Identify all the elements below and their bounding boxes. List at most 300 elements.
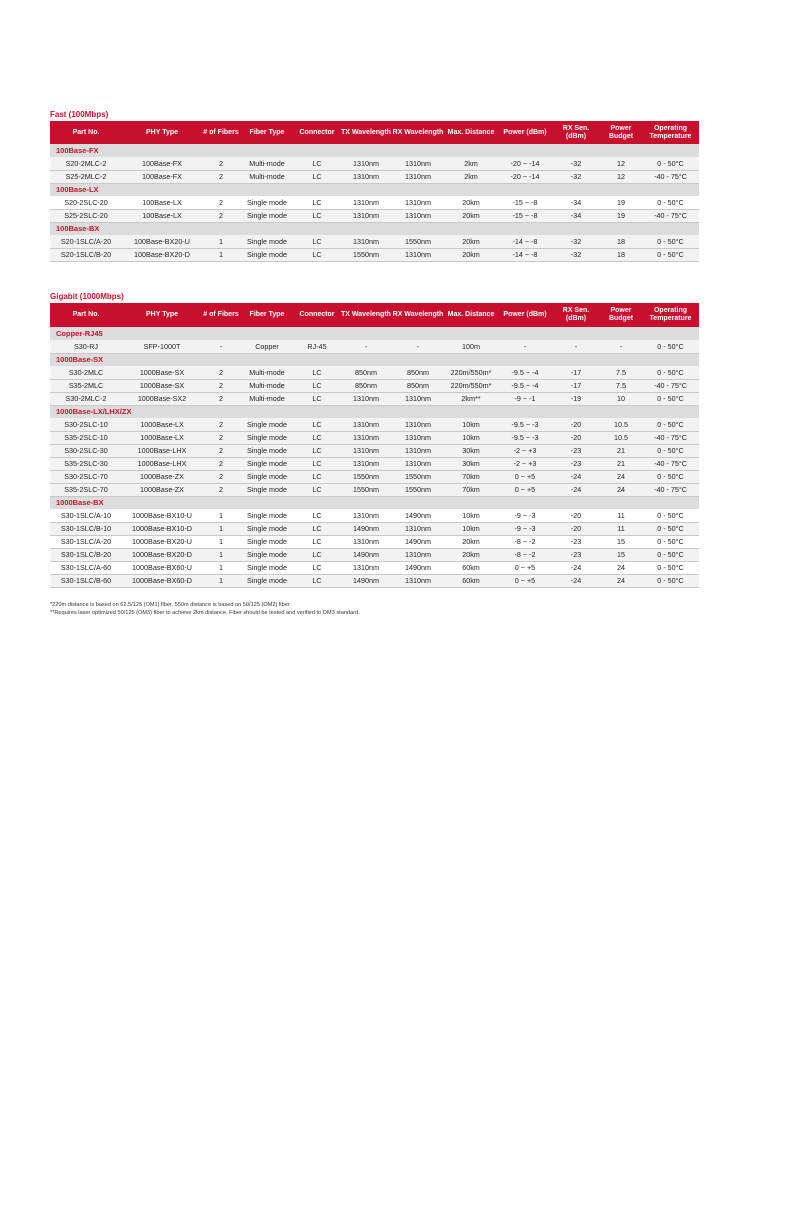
footnote-1: *220m distance is based on 62.5/125 (OM1) fiber. 550m distance is based on 50/125 (OM2) fiber [50, 602, 290, 608]
cell-power: 0 ~ +5 [498, 561, 552, 574]
cell-fiber-type: Single mode [240, 574, 294, 587]
cell-max-distance: 20km [444, 235, 498, 248]
cell-fiber-type: Copper [240, 340, 294, 353]
column-header-fiber-type: Fiber Type [240, 121, 294, 144]
cell-tx-wavelength: 1550nm [340, 470, 392, 483]
column-header-fibers: # of Fibers [202, 303, 240, 327]
cell-max-distance: 2km** [444, 392, 498, 405]
cell-phy-type: 100Base-LX [122, 209, 202, 222]
cell-max-distance: 60km [444, 574, 498, 587]
table-row [50, 392, 699, 405]
table-row [50, 509, 699, 522]
cell-rx-sen: - [552, 340, 600, 353]
cell-tx-wavelength: 1310nm [340, 196, 392, 209]
table-row [50, 444, 699, 457]
cell-part-no: S30-1SLC/B-60 [50, 574, 122, 587]
cell-operating-temp: 0 - 50°C [642, 574, 699, 587]
group-row [50, 327, 699, 340]
cell-operating-temp: 0 - 50°C [642, 340, 699, 353]
cell-max-distance: 220m/550m* [444, 379, 498, 392]
cell-fiber-type: Multi-mode [240, 392, 294, 405]
table-row [50, 470, 699, 483]
header-row [50, 121, 699, 144]
cell-phy-type: 1000Base-BX20-U [122, 535, 202, 548]
cell-fibers: 2 [202, 483, 240, 496]
cell-connector: LC [294, 157, 340, 170]
cell-max-distance: 10km [444, 509, 498, 522]
table-row [50, 235, 699, 248]
cell-operating-temp: 0 - 50°C [642, 235, 699, 248]
cell-fibers: 2 [202, 170, 240, 183]
cell-power-budget: 7.5 [600, 366, 642, 379]
cell-rx-wavelength: 1310nm [392, 574, 444, 587]
cell-power-budget: 24 [600, 561, 642, 574]
cell-tx-wavelength: 1310nm [340, 509, 392, 522]
gigabit-table [50, 303, 699, 588]
cell-part-no: S35-2SLC-30 [50, 457, 122, 470]
cell-fibers: 2 [202, 392, 240, 405]
cell-part-no: S20-1SLC/A-20 [50, 235, 122, 248]
cell-fiber-type: Single mode [240, 470, 294, 483]
cell-fiber-type: Single mode [240, 235, 294, 248]
cell-power-budget: 18 [600, 235, 642, 248]
cell-tx-wavelength: 1310nm [340, 457, 392, 470]
cell-tx-wavelength: 1310nm [340, 561, 392, 574]
cell-tx-wavelength: 1550nm [340, 248, 392, 261]
cell-power-budget: 7.5 [600, 379, 642, 392]
column-header-power-budget: Power Budget [600, 121, 642, 144]
table-row [50, 209, 699, 222]
cell-connector: LC [294, 235, 340, 248]
cell-rx-sen: -32 [552, 157, 600, 170]
cell-part-no: S35-2SLC-10 [50, 431, 122, 444]
cell-connector: LC [294, 548, 340, 561]
cell-power: -20 ~ -14 [498, 157, 552, 170]
cell-rx-sen: -32 [552, 235, 600, 248]
cell-fiber-type: Single mode [240, 548, 294, 561]
cell-phy-type: 100Base-LX [122, 196, 202, 209]
cell-max-distance: 70km [444, 483, 498, 496]
cell-rx-sen: -23 [552, 548, 600, 561]
cell-operating-temp: 0 - 50°C [642, 522, 699, 535]
cell-tx-wavelength: - [340, 340, 392, 353]
cell-fibers: 1 [202, 248, 240, 261]
cell-power: 0 ~ +5 [498, 574, 552, 587]
cell-rx-wavelength: 850nm [392, 379, 444, 392]
cell-phy-type: 100Base-BX20-D [122, 248, 202, 261]
cell-part-no: S30-1SLC/B-10 [50, 522, 122, 535]
cell-tx-wavelength: 1310nm [340, 170, 392, 183]
cell-max-distance: 100m [444, 340, 498, 353]
cell-part-no: S35-2SLC-70 [50, 483, 122, 496]
cell-connector: LC [294, 470, 340, 483]
column-header-part-no: Part No. [50, 303, 122, 327]
cell-phy-type: 1000Base-ZX [122, 470, 202, 483]
cell-fibers: 1 [202, 548, 240, 561]
cell-rx-wavelength: 1310nm [392, 196, 444, 209]
cell-operating-temp: 0 - 50°C [642, 509, 699, 522]
cell-operating-temp: 0 - 50°C [642, 366, 699, 379]
column-header-connector: Connector [294, 303, 340, 327]
cell-tx-wavelength: 1310nm [340, 444, 392, 457]
cell-operating-temp: 0 - 50°C [642, 157, 699, 170]
cell-tx-wavelength: 1310nm [340, 431, 392, 444]
cell-rx-wavelength: 1490nm [392, 561, 444, 574]
cell-rx-wavelength: - [392, 340, 444, 353]
cell-connector: LC [294, 457, 340, 470]
cell-max-distance: 20km [444, 248, 498, 261]
cell-power: -9 ~ -3 [498, 522, 552, 535]
cell-max-distance: 2km [444, 157, 498, 170]
cell-part-no: S30-2SLC-70 [50, 470, 122, 483]
cell-fiber-type: Multi-mode [240, 379, 294, 392]
fast-section [50, 109, 699, 262]
cell-part-no: S30-2SLC-10 [50, 418, 122, 431]
cell-part-no: S30-2MLC-2 [50, 392, 122, 405]
cell-fibers: 1 [202, 574, 240, 587]
column-header-rx-sen: RX Sen. (dBm) [552, 303, 600, 327]
cell-fibers: 2 [202, 444, 240, 457]
table-row [50, 522, 699, 535]
group-row [50, 405, 699, 418]
column-header-max-distance: Max. Distance [444, 121, 498, 144]
group-row [50, 496, 699, 509]
cell-rx-sen: -34 [552, 209, 600, 222]
cell-rx-wavelength: 850nm [392, 366, 444, 379]
cell-tx-wavelength: 1310nm [340, 235, 392, 248]
column-header-power-budget: Power Budget [600, 303, 642, 327]
table-row [50, 157, 699, 170]
cell-operating-temp: -40 - 75°C [642, 457, 699, 470]
cell-rx-wavelength: 1310nm [392, 457, 444, 470]
cell-power: -2 ~ +3 [498, 457, 552, 470]
cell-power-budget: 10.5 [600, 431, 642, 444]
cell-fiber-type: Single mode [240, 483, 294, 496]
cell-operating-temp: 0 - 50°C [642, 248, 699, 261]
cell-fibers: 2 [202, 157, 240, 170]
column-header-tx-wavelength: TX Wavelength [340, 303, 392, 327]
cell-phy-type: 1000Base-BX20-D [122, 548, 202, 561]
cell-connector: LC [294, 444, 340, 457]
cell-power: -9.5 ~ -3 [498, 431, 552, 444]
cell-power-budget: 15 [600, 548, 642, 561]
group-label: 1000Base-BX [50, 496, 699, 509]
cell-fiber-type: Single mode [240, 561, 294, 574]
cell-fibers: 2 [202, 379, 240, 392]
cell-operating-temp: 0 - 50°C [642, 392, 699, 405]
cell-fiber-type: Multi-mode [240, 157, 294, 170]
cell-power-budget: 12 [600, 157, 642, 170]
cell-fibers: 1 [202, 509, 240, 522]
cell-max-distance: 2km [444, 170, 498, 183]
cell-power-budget: 11 [600, 509, 642, 522]
cell-power: -15 ~ -8 [498, 196, 552, 209]
cell-power: -15 ~ -8 [498, 209, 552, 222]
cell-max-distance: 20km [444, 196, 498, 209]
cell-power-budget: 21 [600, 457, 642, 470]
cell-phy-type: 1000Base-SX [122, 366, 202, 379]
cell-power: -8 ~ -2 [498, 535, 552, 548]
column-header-rx-sen: RX Sen. (dBm) [552, 121, 600, 144]
column-header-part-no: Part No. [50, 121, 122, 144]
cell-power: -9 ~ -1 [498, 392, 552, 405]
cell-tx-wavelength: 850nm [340, 379, 392, 392]
cell-max-distance: 60km [444, 561, 498, 574]
cell-rx-wavelength: 1310nm [392, 444, 444, 457]
cell-rx-sen: -24 [552, 470, 600, 483]
cell-connector: LC [294, 509, 340, 522]
cell-fibers: 1 [202, 522, 240, 535]
cell-rx-wavelength: 1490nm [392, 509, 444, 522]
cell-connector: LC [294, 379, 340, 392]
column-header-connector: Connector [294, 121, 340, 144]
cell-phy-type: 100Base-FX [122, 170, 202, 183]
group-row [50, 353, 699, 366]
cell-part-no: S30-RJ [50, 340, 122, 353]
cell-operating-temp: 0 - 50°C [642, 535, 699, 548]
cell-tx-wavelength: 1490nm [340, 522, 392, 535]
cell-power-budget: 19 [600, 209, 642, 222]
cell-connector: LC [294, 574, 340, 587]
cell-connector: RJ-45 [294, 340, 340, 353]
cell-fiber-type: Single mode [240, 522, 294, 535]
cell-phy-type: 1000Base-LX [122, 418, 202, 431]
column-header-max-distance: Max. Distance [444, 303, 498, 327]
cell-rx-sen: -34 [552, 196, 600, 209]
cell-rx-sen: -23 [552, 444, 600, 457]
cell-operating-temp: -40 - 75°C [642, 379, 699, 392]
cell-power: 0 ~ +5 [498, 483, 552, 496]
table-row [50, 535, 699, 548]
cell-operating-temp: 0 - 50°C [642, 548, 699, 561]
cell-phy-type: 1000Base-LHX [122, 444, 202, 457]
cell-max-distance: 10km [444, 431, 498, 444]
cell-rx-wavelength: 1310nm [392, 548, 444, 561]
cell-connector: LC [294, 170, 340, 183]
cell-rx-wavelength: 1550nm [392, 235, 444, 248]
table-row [50, 431, 699, 444]
fast-section-title: Fast (100Mbps) [50, 110, 109, 119]
cell-fiber-type: Single mode [240, 509, 294, 522]
table-row [50, 379, 699, 392]
column-header-operating-temp: Operating Temperature [642, 121, 699, 144]
group-label: 100Base-LX [50, 183, 699, 196]
table-row [50, 574, 699, 587]
cell-tx-wavelength: 1550nm [340, 483, 392, 496]
cell-phy-type: 1000Base-LX [122, 431, 202, 444]
cell-connector: LC [294, 196, 340, 209]
column-header-operating-temp: Operating Temperature [642, 303, 699, 327]
cell-max-distance: 20km [444, 535, 498, 548]
cell-connector: LC [294, 522, 340, 535]
table-row [50, 548, 699, 561]
group-label: 1000Base-SX [50, 353, 699, 366]
cell-rx-sen: -20 [552, 509, 600, 522]
cell-fiber-type: Multi-mode [240, 170, 294, 183]
table-row [50, 248, 699, 261]
cell-phy-type: 1000Base-ZX [122, 483, 202, 496]
cell-power: -14 ~ -8 [498, 235, 552, 248]
cell-power: -14 ~ -8 [498, 248, 552, 261]
footnotes [50, 601, 750, 617]
group-row [50, 183, 699, 196]
cell-rx-wavelength: 1550nm [392, 483, 444, 496]
cell-power: -9 ~ -3 [498, 509, 552, 522]
cell-max-distance: 10km [444, 522, 498, 535]
cell-max-distance: 70km [444, 470, 498, 483]
cell-power: -8 ~ -2 [498, 548, 552, 561]
cell-phy-type: 100Base-BX20-U [122, 235, 202, 248]
cell-fibers: 1 [202, 561, 240, 574]
footnote-2: **Requires laser optimized 50/125 (OM3) fiber to achieve 2km distance. Fiber should be tested and verified to OM3 standard. [50, 610, 360, 616]
cell-fiber-type: Single mode [240, 444, 294, 457]
group-label: 100Base-FX [50, 144, 699, 157]
cell-part-no: S30-2SLC-30 [50, 444, 122, 457]
cell-rx-sen: -20 [552, 418, 600, 431]
cell-rx-sen: -24 [552, 561, 600, 574]
cell-rx-wavelength: 1310nm [392, 522, 444, 535]
cell-rx-sen: -20 [552, 431, 600, 444]
table-row [50, 483, 699, 496]
column-header-fiber-type: Fiber Type [240, 303, 294, 327]
cell-rx-wavelength: 1310nm [392, 431, 444, 444]
cell-phy-type: SFP-1000T [122, 340, 202, 353]
column-header-fibers: # of Fibers [202, 121, 240, 144]
cell-fibers: 2 [202, 418, 240, 431]
cell-max-distance: 220m/550m* [444, 366, 498, 379]
cell-fibers: 2 [202, 431, 240, 444]
cell-part-no: S30-1SLC/A-20 [50, 535, 122, 548]
cell-operating-temp: 0 - 50°C [642, 418, 699, 431]
cell-part-no: S30-1SLC/B-20 [50, 548, 122, 561]
cell-fibers: - [202, 340, 240, 353]
cell-operating-temp: 0 - 50°C [642, 196, 699, 209]
cell-part-no: S30-1SLC/A-10 [50, 509, 122, 522]
cell-fibers: 2 [202, 196, 240, 209]
cell-power-budget: 10.5 [600, 418, 642, 431]
cell-power-budget: - [600, 340, 642, 353]
cell-rx-sen: -17 [552, 379, 600, 392]
cell-phy-type: 1000Base-BX60-D [122, 574, 202, 587]
cell-rx-sen: -23 [552, 457, 600, 470]
group-label: 1000Base-LX/LHX/ZX [50, 405, 699, 418]
cell-connector: LC [294, 418, 340, 431]
cell-phy-type: 1000Base-BX10-D [122, 522, 202, 535]
table-row [50, 366, 699, 379]
cell-tx-wavelength: 1310nm [340, 418, 392, 431]
gigabit-section [50, 291, 699, 588]
cell-tx-wavelength: 1310nm [340, 392, 392, 405]
cell-power-budget: 24 [600, 574, 642, 587]
column-header-rx-wavelength: RX Wavelength [392, 303, 444, 327]
column-header-phy-type: PHY Type [122, 303, 202, 327]
cell-part-no: S25-2SLC-20 [50, 209, 122, 222]
cell-rx-sen: -24 [552, 574, 600, 587]
cell-power-budget: 11 [600, 522, 642, 535]
cell-fibers: 2 [202, 470, 240, 483]
cell-phy-type: 1000Base-SX2 [122, 392, 202, 405]
cell-power: -20 ~ -14 [498, 170, 552, 183]
group-label: Copper-RJ45 [50, 327, 699, 340]
cell-rx-sen: -20 [552, 522, 600, 535]
cell-tx-wavelength: 1310nm [340, 209, 392, 222]
cell-fiber-type: Single mode [240, 209, 294, 222]
cell-rx-sen: -17 [552, 366, 600, 379]
table-row [50, 170, 699, 183]
cell-connector: LC [294, 392, 340, 405]
cell-operating-temp: 0 - 50°C [642, 561, 699, 574]
cell-fiber-type: Single mode [240, 535, 294, 548]
cell-connector: LC [294, 535, 340, 548]
group-row [50, 144, 699, 157]
cell-connector: LC [294, 248, 340, 261]
cell-rx-wavelength: 1310nm [392, 157, 444, 170]
cell-rx-wavelength: 1310nm [392, 418, 444, 431]
cell-rx-wavelength: 1310nm [392, 170, 444, 183]
cell-rx-sen: -32 [552, 248, 600, 261]
cell-tx-wavelength: 1310nm [340, 157, 392, 170]
cell-tx-wavelength: 850nm [340, 366, 392, 379]
cell-rx-sen: -23 [552, 535, 600, 548]
cell-power-budget: 15 [600, 535, 642, 548]
gigabit-section-title: Gigabit (1000Mbps) [50, 292, 124, 301]
fast-table [50, 121, 699, 262]
column-header-phy-type: PHY Type [122, 121, 202, 144]
cell-rx-sen: -32 [552, 170, 600, 183]
column-header-power: Power (dBm) [498, 303, 552, 327]
cell-power-budget: 18 [600, 248, 642, 261]
header-row [50, 303, 699, 327]
cell-phy-type: 1000Base-SX [122, 379, 202, 392]
cell-fiber-type: Single mode [240, 457, 294, 470]
cell-tx-wavelength: 1310nm [340, 535, 392, 548]
cell-rx-wavelength: 1310nm [392, 209, 444, 222]
table-row [50, 340, 699, 353]
cell-fibers: 1 [202, 535, 240, 548]
table-row [50, 561, 699, 574]
cell-fibers: 2 [202, 457, 240, 470]
cell-part-no: S25-2MLC-2 [50, 170, 122, 183]
cell-power-budget: 12 [600, 170, 642, 183]
cell-connector: LC [294, 561, 340, 574]
cell-connector: LC [294, 366, 340, 379]
cell-rx-wavelength: 1310nm [392, 392, 444, 405]
column-header-tx-wavelength: TX Wavelength [340, 121, 392, 144]
cell-operating-temp: -40 - 75°C [642, 483, 699, 496]
cell-phy-type: 1000Base-BX10-U [122, 509, 202, 522]
cell-power: - [498, 340, 552, 353]
cell-part-no: S20-1SLC/B-20 [50, 248, 122, 261]
group-label: 100Base-BX [50, 222, 699, 235]
cell-part-no: S20-2MLC-2 [50, 157, 122, 170]
cell-power-budget: 21 [600, 444, 642, 457]
cell-fibers: 2 [202, 366, 240, 379]
cell-power-budget: 24 [600, 470, 642, 483]
cell-connector: LC [294, 431, 340, 444]
cell-operating-temp: -40 - 75°C [642, 170, 699, 183]
cell-operating-temp: -40 - 75°C [642, 209, 699, 222]
cell-fiber-type: Single mode [240, 431, 294, 444]
cell-fiber-type: Single mode [240, 418, 294, 431]
cell-power: 0 ~ +5 [498, 470, 552, 483]
table-row [50, 196, 699, 209]
cell-rx-sen: -24 [552, 483, 600, 496]
cell-operating-temp: 0 - 50°C [642, 444, 699, 457]
cell-fiber-type: Multi-mode [240, 366, 294, 379]
cell-part-no: S30-1SLC/A-60 [50, 561, 122, 574]
cell-rx-wavelength: 1310nm [392, 248, 444, 261]
cell-power: -9.5 ~ -3 [498, 418, 552, 431]
